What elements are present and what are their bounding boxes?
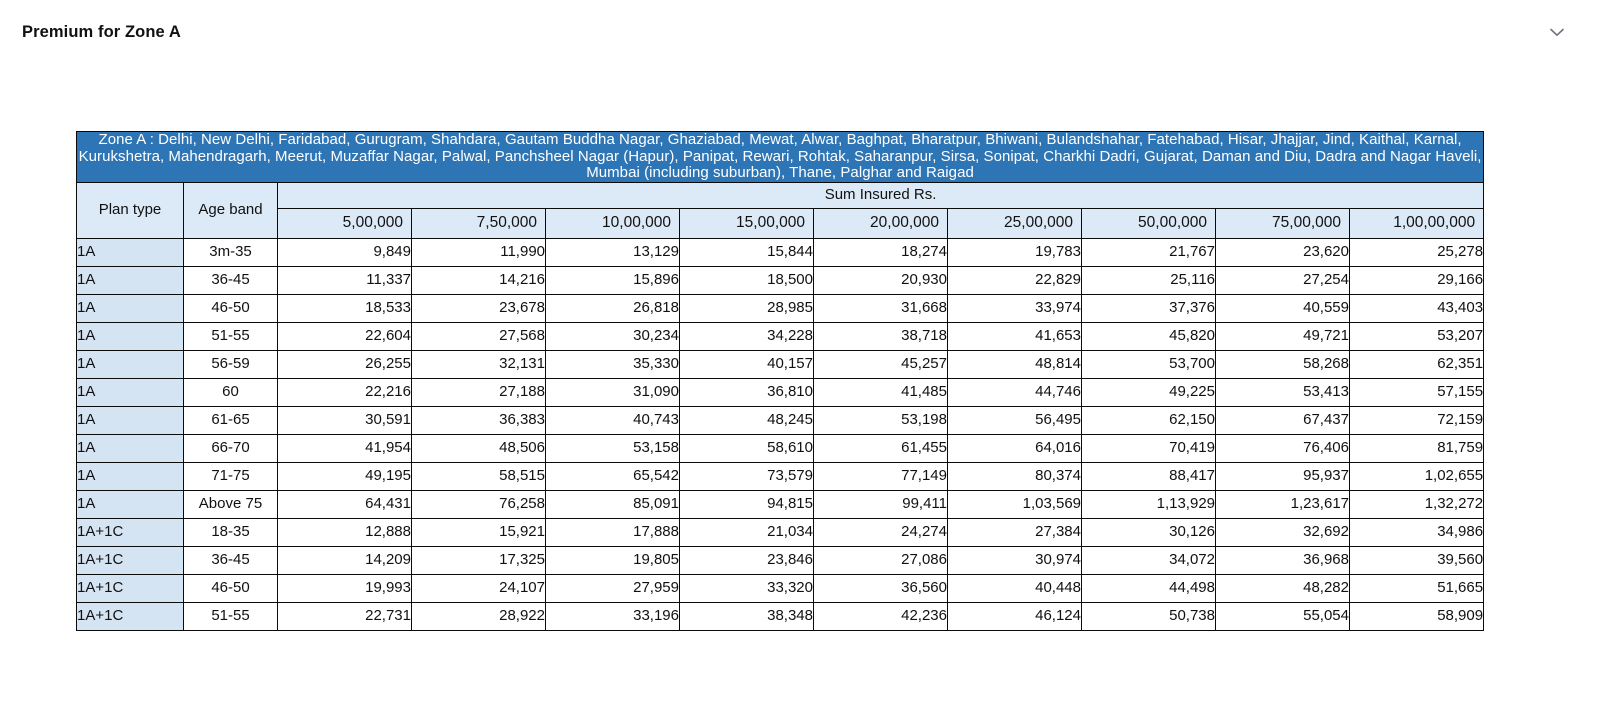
- cell-premium-value: 25,278: [1350, 238, 1484, 266]
- table-header-row-values: [77, 208, 1484, 238]
- cell-premium-value: 36,383: [412, 406, 546, 434]
- cell-plan-type: 1A: [77, 294, 184, 322]
- table-row: [77, 350, 1484, 378]
- cell-premium-value: 62,351: [1350, 350, 1484, 378]
- premium-table: [76, 131, 1484, 631]
- header-age-band: Age band: [184, 182, 278, 238]
- cell-premium-value: 18,500: [680, 266, 814, 294]
- cell-premium-value: 9,849: [278, 238, 412, 266]
- cell-age-band: 61-65: [184, 406, 278, 434]
- cell-age-band: 60: [184, 378, 278, 406]
- cell-premium-value: 1,03,569: [948, 490, 1082, 518]
- cell-premium-value: 85,091: [546, 490, 680, 518]
- cell-premium-value: 32,131: [412, 350, 546, 378]
- cell-plan-type: 1A: [77, 322, 184, 350]
- cell-premium-value: 49,225: [1082, 378, 1216, 406]
- cell-premium-value: 21,034: [680, 518, 814, 546]
- cell-premium-value: 36,810: [680, 378, 814, 406]
- cell-age-band: 66-70: [184, 434, 278, 462]
- cell-premium-value: 27,188: [412, 378, 546, 406]
- table-row: [77, 406, 1484, 434]
- cell-premium-value: 24,274: [814, 518, 948, 546]
- table-row: [77, 434, 1484, 462]
- cell-premium-value: 19,805: [546, 546, 680, 574]
- cell-plan-type: 1A: [77, 462, 184, 490]
- table-row: [77, 490, 1484, 518]
- cell-premium-value: 30,234: [546, 322, 680, 350]
- header-sum-insured-4: 20,00,000: [814, 208, 948, 238]
- cell-plan-type: 1A: [77, 266, 184, 294]
- cell-premium-value: 72,159: [1350, 406, 1484, 434]
- cell-premium-value: 43,403: [1350, 294, 1484, 322]
- cell-premium-value: 23,678: [412, 294, 546, 322]
- cell-premium-value: 11,337: [278, 266, 412, 294]
- cell-premium-value: 49,195: [278, 462, 412, 490]
- cell-premium-value: 58,515: [412, 462, 546, 490]
- cell-premium-value: 28,985: [680, 294, 814, 322]
- cell-premium-value: 64,431: [278, 490, 412, 518]
- cell-premium-value: 26,255: [278, 350, 412, 378]
- cell-premium-value: 38,348: [680, 602, 814, 630]
- cell-plan-type: 1A+1C: [77, 518, 184, 546]
- header-sum-insured-0: 5,00,000: [278, 208, 412, 238]
- cell-premium-value: 61,455: [814, 434, 948, 462]
- cell-premium-value: 14,216: [412, 266, 546, 294]
- cell-plan-type: 1A+1C: [77, 574, 184, 602]
- cell-premium-value: 18,274: [814, 238, 948, 266]
- cell-premium-value: 19,783: [948, 238, 1082, 266]
- cell-premium-value: 46,124: [948, 602, 1082, 630]
- header-plan-type: Plan type: [77, 182, 184, 238]
- cell-premium-value: 39,560: [1350, 546, 1484, 574]
- cell-premium-value: 31,668: [814, 294, 948, 322]
- cell-premium-value: 1,32,272: [1350, 490, 1484, 518]
- cell-premium-value: 58,268: [1216, 350, 1350, 378]
- cell-premium-value: 45,820: [1082, 322, 1216, 350]
- cell-premium-value: 41,485: [814, 378, 948, 406]
- cell-age-band: 56-59: [184, 350, 278, 378]
- header-sum-insured-1: 7,50,000: [412, 208, 546, 238]
- cell-premium-value: 73,579: [680, 462, 814, 490]
- cell-age-band: 71-75: [184, 462, 278, 490]
- cell-premium-value: 76,406: [1216, 434, 1350, 462]
- cell-age-band: 18-35: [184, 518, 278, 546]
- cell-premium-value: 53,158: [546, 434, 680, 462]
- table-head: [77, 132, 1484, 239]
- header-sum-insured-6: 50,00,000: [1082, 208, 1216, 238]
- cell-premium-value: 45,257: [814, 350, 948, 378]
- cell-premium-value: 53,700: [1082, 350, 1216, 378]
- cell-age-band: 3m-35: [184, 238, 278, 266]
- cell-premium-value: 29,166: [1350, 266, 1484, 294]
- cell-premium-value: 18,533: [278, 294, 412, 322]
- cell-premium-value: 35,330: [546, 350, 680, 378]
- cell-premium-value: 19,993: [278, 574, 412, 602]
- cell-premium-value: 27,959: [546, 574, 680, 602]
- page-title: Premium for Zone A: [22, 22, 181, 41]
- cell-premium-value: 48,245: [680, 406, 814, 434]
- cell-premium-value: 27,384: [948, 518, 1082, 546]
- cell-premium-value: 48,282: [1216, 574, 1350, 602]
- cell-premium-value: 42,236: [814, 602, 948, 630]
- table-row: [77, 322, 1484, 350]
- cell-premium-value: 53,413: [1216, 378, 1350, 406]
- cell-premium-value: 40,559: [1216, 294, 1350, 322]
- cell-age-band: 46-50: [184, 574, 278, 602]
- cell-premium-value: 76,258: [412, 490, 546, 518]
- cell-premium-value: 58,610: [680, 434, 814, 462]
- cell-premium-value: 65,542: [546, 462, 680, 490]
- cell-premium-value: 49,721: [1216, 322, 1350, 350]
- cell-premium-value: 1,23,617: [1216, 490, 1350, 518]
- header-sum-insured-2: 10,00,000: [546, 208, 680, 238]
- cell-premium-value: 33,320: [680, 574, 814, 602]
- cell-premium-value: 27,254: [1216, 266, 1350, 294]
- section-header: [0, 0, 1600, 64]
- cell-age-band: 36-45: [184, 546, 278, 574]
- cell-premium-value: 80,374: [948, 462, 1082, 490]
- cell-plan-type: 1A: [77, 378, 184, 406]
- header-sum-insured-3: 15,00,000: [680, 208, 814, 238]
- cell-premium-value: 64,016: [948, 434, 1082, 462]
- cell-age-band: 51-55: [184, 602, 278, 630]
- cell-premium-value: 41,653: [948, 322, 1082, 350]
- cell-premium-value: 22,829: [948, 266, 1082, 294]
- table-header-row-group: [77, 182, 1484, 208]
- cell-premium-value: 27,568: [412, 322, 546, 350]
- table-row: [77, 602, 1484, 630]
- cell-premium-value: 22,216: [278, 378, 412, 406]
- cell-premium-value: 31,090: [546, 378, 680, 406]
- cell-premium-value: 22,604: [278, 322, 412, 350]
- cell-premium-value: 57,155: [1350, 378, 1484, 406]
- cell-premium-value: 15,921: [412, 518, 546, 546]
- cell-premium-value: 34,072: [1082, 546, 1216, 574]
- table-row: [77, 546, 1484, 574]
- cell-premium-value: 48,506: [412, 434, 546, 462]
- cell-premium-value: 30,591: [278, 406, 412, 434]
- premium-table-container: [76, 131, 1483, 631]
- cell-premium-value: 30,126: [1082, 518, 1216, 546]
- cell-premium-value: 33,196: [546, 602, 680, 630]
- table-row: [77, 378, 1484, 406]
- cell-premium-value: 44,746: [948, 378, 1082, 406]
- cell-premium-value: 12,888: [278, 518, 412, 546]
- cell-plan-type: 1A+1C: [77, 546, 184, 574]
- zone-banner: Zone A : Delhi, New Delhi, Faridabad, Gurugram, Shahdara, Gautam Buddha Nagar, Ghaziabad, Mewat, Alwar, Baghpat, Bharatpur, Bhiwani, Bulandshahar, Fatehabad, Hisar, Jhajjar, Jind, Kaithal, Karnal, Kurukshetra, Mahendragarh, Meerut, Muzaffar Nagar, Palwal, Panchsheel Nagar (Hapur), Panipat, Rewari, Rohtak, Saharanpur, Sirsa, Sonipat, Charkhi Dadri, Gujarat, Daman and Diu, Dadra and Nagar Haveli, Mumbai (including suburban), Thane, Palghar and Raigad: [77, 132, 1484, 183]
- cell-plan-type: 1A: [77, 490, 184, 518]
- table-row: [77, 294, 1484, 322]
- cell-premium-value: 94,815: [680, 490, 814, 518]
- table-row: [77, 462, 1484, 490]
- chevron-down-icon: [1546, 21, 1568, 43]
- header-sum-insured-7: 75,00,000: [1216, 208, 1350, 238]
- cell-plan-type: 1A: [77, 350, 184, 378]
- cell-premium-value: 1,02,655: [1350, 462, 1484, 490]
- cell-premium-value: 17,888: [546, 518, 680, 546]
- header-sum-insured-5: 25,00,000: [948, 208, 1082, 238]
- cell-premium-value: 15,844: [680, 238, 814, 266]
- cell-premium-value: 67,437: [1216, 406, 1350, 434]
- cell-age-band: 36-45: [184, 266, 278, 294]
- cell-age-band: 46-50: [184, 294, 278, 322]
- cell-premium-value: 58,909: [1350, 602, 1484, 630]
- cell-premium-value: 27,086: [814, 546, 948, 574]
- cell-premium-value: 62,150: [1082, 406, 1216, 434]
- cell-premium-value: 20,930: [814, 266, 948, 294]
- cell-plan-type: 1A+1C: [77, 602, 184, 630]
- cell-plan-type: 1A: [77, 406, 184, 434]
- table-row: [77, 238, 1484, 266]
- cell-premium-value: 55,054: [1216, 602, 1350, 630]
- cell-plan-type: 1A: [77, 238, 184, 266]
- cell-premium-value: 56,495: [948, 406, 1082, 434]
- cell-premium-value: 40,448: [948, 574, 1082, 602]
- cell-premium-value: 95,937: [1216, 462, 1350, 490]
- cell-premium-value: 44,498: [1082, 574, 1216, 602]
- cell-premium-value: 34,228: [680, 322, 814, 350]
- cell-premium-value: 15,896: [546, 266, 680, 294]
- zone-banner-row: [77, 132, 1484, 183]
- cell-premium-value: 30,974: [948, 546, 1082, 574]
- cell-premium-value: 34,986: [1350, 518, 1484, 546]
- header-sum-insured-8: 1,00,00,000: [1350, 208, 1484, 238]
- cell-premium-value: 51,665: [1350, 574, 1484, 602]
- cell-premium-value: 41,954: [278, 434, 412, 462]
- table-row: [77, 518, 1484, 546]
- cell-premium-value: 23,620: [1216, 238, 1350, 266]
- cell-premium-value: 81,759: [1350, 434, 1484, 462]
- cell-premium-value: 28,922: [412, 602, 546, 630]
- cell-premium-value: 11,990: [412, 238, 546, 266]
- table-row: [77, 574, 1484, 602]
- cell-premium-value: 70,419: [1082, 434, 1216, 462]
- table-body: [77, 238, 1484, 630]
- cell-premium-value: 36,560: [814, 574, 948, 602]
- cell-premium-value: 17,325: [412, 546, 546, 574]
- collapse-section-button[interactable]: [1540, 15, 1574, 49]
- cell-premium-value: 48,814: [948, 350, 1082, 378]
- cell-premium-value: 40,743: [546, 406, 680, 434]
- cell-premium-value: 32,692: [1216, 518, 1350, 546]
- cell-premium-value: 53,198: [814, 406, 948, 434]
- cell-plan-type: 1A: [77, 434, 184, 462]
- cell-premium-value: 40,157: [680, 350, 814, 378]
- cell-premium-value: 99,411: [814, 490, 948, 518]
- cell-premium-value: 24,107: [412, 574, 546, 602]
- cell-premium-value: 26,818: [546, 294, 680, 322]
- cell-premium-value: 1,13,929: [1082, 490, 1216, 518]
- cell-premium-value: 23,846: [680, 546, 814, 574]
- cell-premium-value: 50,738: [1082, 602, 1216, 630]
- cell-premium-value: 25,116: [1082, 266, 1216, 294]
- table-row: [77, 266, 1484, 294]
- cell-age-band: 51-55: [184, 322, 278, 350]
- cell-premium-value: 21,767: [1082, 238, 1216, 266]
- cell-premium-value: 77,149: [814, 462, 948, 490]
- cell-premium-value: 36,968: [1216, 546, 1350, 574]
- cell-premium-value: 22,731: [278, 602, 412, 630]
- cell-premium-value: 88,417: [1082, 462, 1216, 490]
- cell-age-band: Above 75: [184, 490, 278, 518]
- cell-premium-value: 38,718: [814, 322, 948, 350]
- cell-premium-value: 14,209: [278, 546, 412, 574]
- cell-premium-value: 37,376: [1082, 294, 1216, 322]
- cell-premium-value: 13,129: [546, 238, 680, 266]
- header-sum-insured-group: Sum Insured Rs.: [278, 182, 1484, 208]
- cell-premium-value: 53,207: [1350, 322, 1484, 350]
- cell-premium-value: 33,974: [948, 294, 1082, 322]
